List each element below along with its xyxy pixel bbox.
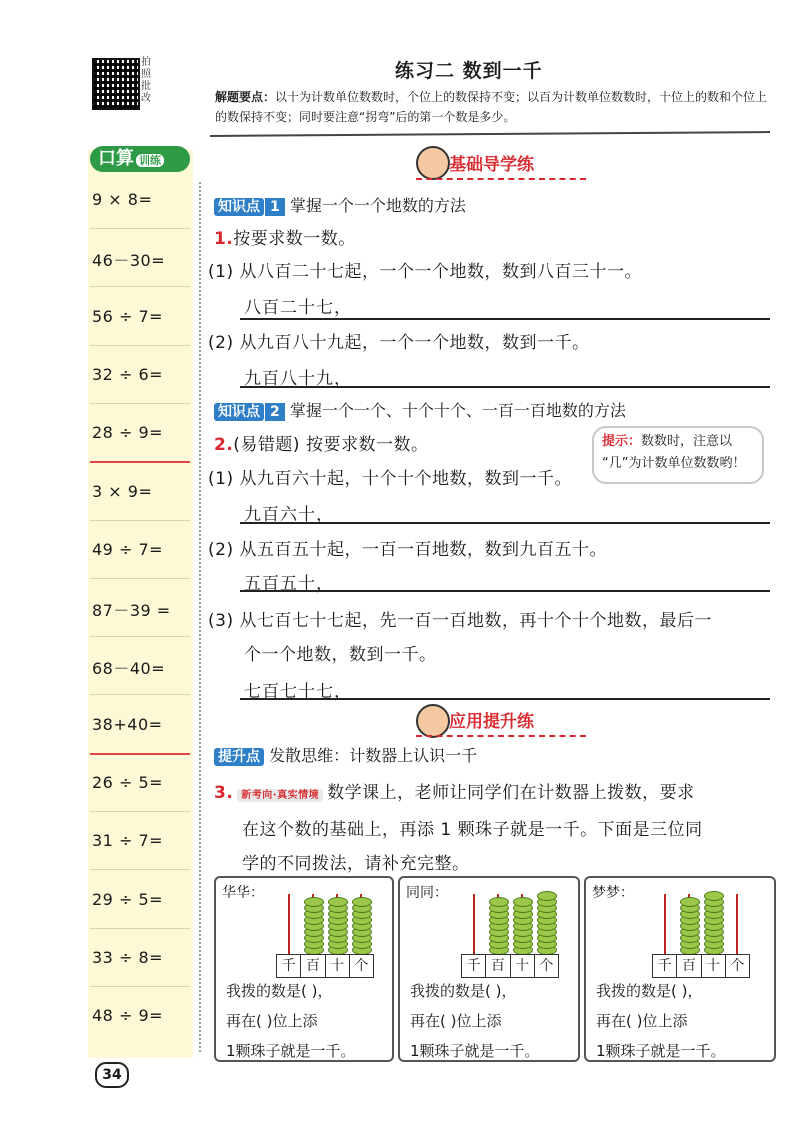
panel-text-l1: 我拨的数是( )， [596, 982, 703, 1000]
oral-item: 56 ÷ 7= [92, 306, 164, 326]
kp-title: 掌握一个一个、十个十个、一百一百地数的方法 [289, 401, 626, 420]
oral-item: 28 ÷ 9= [92, 423, 164, 443]
q3-line3: 学的不同拨法，请补充完整。 [242, 854, 470, 874]
place-label: 个 [354, 958, 369, 974]
place-label: 个 [730, 958, 745, 974]
q2-answer1-line[interactable] [240, 522, 770, 524]
oral-heading [90, 146, 190, 172]
q2-part3: (3) 从七百七十七起，先一百一百地数，再十个十个地数，最后一 [208, 611, 712, 631]
abacus-rod [736, 894, 738, 954]
oral-item: 3 × 9= [92, 481, 153, 501]
oral-item: 49 ÷ 7= [92, 539, 164, 559]
tips-text: 以十为计数单位数数时，个位上的数保持不变；以百为计数单位数数时，十位上的数和个位上的数保持不变；同时要注意“拐弯”后的第一个数是多少。 [215, 90, 768, 124]
oral-item: 31 ÷ 7= [92, 831, 164, 851]
place-label: 百 [677, 955, 701, 977]
oral-item: 48 ÷ 9= [92, 1006, 164, 1026]
mascot-icon [416, 146, 450, 180]
abacus-frame [461, 954, 559, 978]
tips-label: 解题要点： [215, 90, 276, 104]
oral-item: 29 ÷ 5= [92, 889, 164, 909]
kp-tag: 知识点 [214, 403, 264, 421]
abacus-bead [304, 897, 324, 907]
q1-answer2-line[interactable] [240, 386, 770, 388]
tips [215, 87, 775, 127]
place-label: 千 [653, 955, 677, 977]
place-label: 千 [277, 955, 301, 977]
abacus-rod [664, 894, 666, 954]
q2-part2: (2) 从五百五十起，一百一百地数，数到九百五十。 [208, 540, 607, 560]
abacus-frame [276, 954, 374, 978]
panel-text-l2: 再在( )位上添 [226, 1012, 318, 1030]
section-underline [416, 735, 586, 737]
question-1 [214, 224, 356, 249]
q2-answer2-line[interactable] [240, 590, 770, 592]
oral-item: 68－40= [92, 659, 166, 679]
q1-answer2-prefix: 九百八十九， [244, 369, 352, 389]
question-number: 1. [214, 229, 234, 249]
new-badge: 新考向·真实情境 [237, 789, 323, 802]
place-label: 十 [702, 955, 726, 977]
oral-divider [90, 228, 190, 229]
question-2 [214, 430, 428, 455]
abacus-bead [537, 891, 557, 901]
qr-code[interactable] [92, 58, 140, 110]
panel-text-l2: 再在( )位上添 [410, 1012, 502, 1030]
abacus-bead [352, 897, 372, 907]
oral-item: 38+40= [92, 714, 163, 734]
oral-divider [90, 636, 190, 637]
oral-divider [90, 286, 190, 287]
knowledge-point-2 [214, 398, 626, 421]
hint-label: 提示： [602, 434, 642, 449]
student-name: 梦梦： [592, 885, 634, 901]
place-label: 千 [462, 955, 486, 977]
q2-answer1-prefix: 九百六十， [244, 505, 334, 525]
q2-answer3-line[interactable] [240, 698, 770, 700]
place-label: 十 [511, 955, 535, 977]
hint-bubble [592, 426, 764, 484]
panel-text-l1: 我拨的数是( )， [226, 982, 333, 1000]
hint-line2: “几”为计数单位数数哟！ [602, 456, 746, 471]
oral-divider [90, 811, 190, 812]
section-title-basic: 基础导学练 [449, 155, 534, 175]
question-3 [214, 776, 774, 881]
q3-line2: 在这个数的基础上，再添 1 颗珠子就是一千。下面是三位同 [242, 820, 703, 840]
oral-divider [90, 928, 190, 929]
extension-point [214, 743, 477, 766]
kp-title: 发散思维：计数器上认识一千 [269, 746, 478, 765]
oral-item: 32 ÷ 6= [92, 364, 164, 384]
oral-divider [90, 403, 190, 404]
question-number: 3. [214, 783, 234, 803]
student-name: 华华： [222, 885, 264, 901]
oral-item: 26 ÷ 5= [92, 773, 164, 792]
abacus-frame [652, 954, 750, 978]
panel-text-l3: 1颗珠子就是一千。 [410, 1042, 540, 1060]
panel-text-l1: 我拨的数是( )， [410, 982, 517, 1000]
oral-item: 87－39 = [92, 601, 171, 621]
q3-line1: 数学课上，老师让同学们在计数器上拨数，要求 [327, 783, 695, 803]
abacus-panel [398, 876, 580, 1062]
panel-text [596, 976, 726, 1066]
panel-text-l3: 1颗珠子就是一千。 [596, 1042, 726, 1060]
oral-divider [90, 461, 190, 463]
question-text: 按要求数一数。 [233, 229, 356, 249]
abacus-rod [473, 894, 475, 954]
section-underline [416, 178, 586, 180]
q1-part2: (2) 从九百八十九起，一个一个地数，数到一千。 [208, 333, 590, 353]
oral-heading-text: 口算 [98, 148, 134, 169]
kp-num: 2 [265, 403, 285, 421]
q1-answer1-line[interactable] [240, 318, 770, 320]
hint-line1: 数数时，注意以 [641, 434, 733, 449]
page-title: 练习二 数到一千 [395, 60, 543, 82]
student-name: 同同： [406, 885, 448, 901]
q2-part3-cont: 个一个地数，数到一千。 [244, 645, 437, 665]
abacus-panel [214, 876, 394, 1062]
oral-item: 9 × 8= [92, 190, 153, 209]
abacus-panel [584, 876, 776, 1062]
kp-title: 掌握一个一个地数的方法 [289, 196, 466, 215]
oral-divider [90, 869, 190, 870]
q1-part1: (1) 从八百二十七起，一个一个地数，数到八百三十一。 [208, 262, 642, 282]
abacus-bead [513, 897, 533, 907]
kp-num: 1 [265, 198, 285, 216]
oral-divider [90, 520, 190, 521]
place-label: 十 [326, 955, 350, 977]
oral-item: 46－30= [92, 251, 166, 271]
oral-heading-small: 训练 [136, 154, 164, 167]
oral-divider [90, 578, 190, 579]
knowledge-point-1 [214, 193, 466, 216]
kp-tag: 知识点 [214, 198, 264, 216]
page-number: 34 [95, 1062, 129, 1088]
oral-divider [90, 694, 190, 695]
abacus-bead [489, 897, 509, 907]
q1-answer1-prefix: 八百二十七， [244, 298, 352, 318]
panel-text-l3: 1颗珠子就是一千。 [226, 1042, 356, 1060]
q2-answer2-prefix: 五百五十， [244, 574, 334, 594]
question-number: 2. [214, 435, 234, 455]
mascot-icon [416, 704, 450, 738]
question-text: (易错题) 按要求数一数。 [233, 435, 429, 455]
abacus-rod [288, 894, 290, 954]
header-divider [210, 131, 770, 137]
q2-answer3-prefix: 七百七十七， [244, 682, 352, 702]
oral-item: 33 ÷ 8= [92, 947, 164, 967]
abacus-bead [704, 891, 724, 901]
panel-text-l2: 再在( )位上添 [596, 1012, 688, 1030]
kp-tag: 提升点 [214, 748, 264, 766]
q2-part1: (1) 从九百六十起，十个十个地数，数到一千。 [208, 469, 572, 489]
place-label: 个 [539, 958, 554, 974]
oral-divider [90, 986, 190, 987]
place-label: 百 [301, 955, 325, 977]
panel-text [226, 976, 356, 1066]
abacus-bead [680, 897, 700, 907]
oral-divider [90, 345, 190, 346]
oral-divider [90, 753, 190, 755]
column-divider [199, 182, 201, 1052]
section-title-advanced: 应用提升练 [449, 712, 534, 732]
qr-label: 拍照批改 [141, 57, 151, 104]
abacus-bead [328, 897, 348, 907]
panel-text [410, 976, 540, 1066]
place-label: 百 [486, 955, 510, 977]
